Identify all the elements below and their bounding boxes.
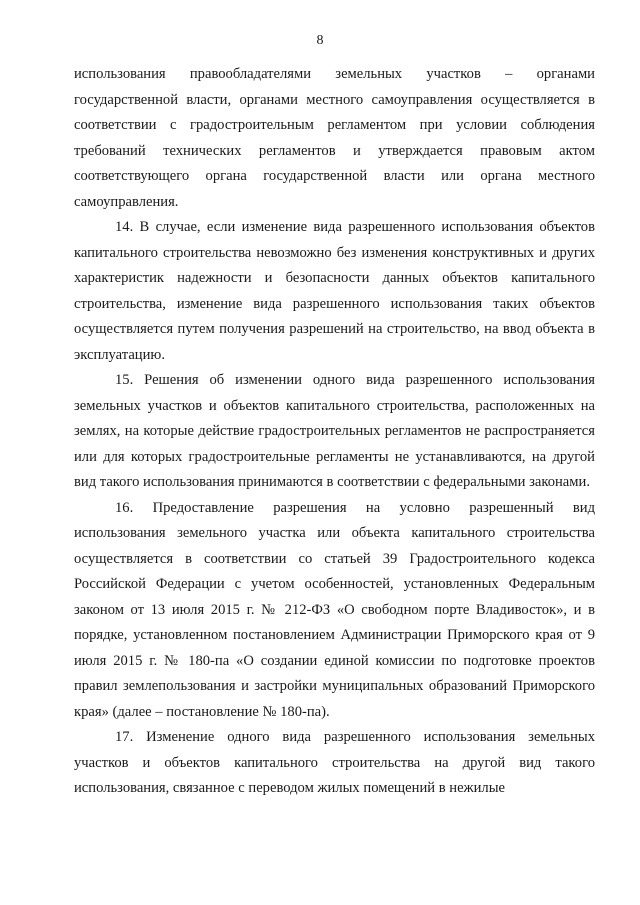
paragraph-continuation: использования правообладателями земельных участков – органами государственной власти, органами местного самоуправления осуществляется в соответствии с градостроительным регламентом при условии соблюдения требований технических регламентов и утверждается правовым актом соответствующего органа государственной власти или органа местного самоуправления. — [74, 66, 595, 210]
paragraph-14: 14. В случае, если изменение вида разрешенного использования объектов капитального строительства невозможно без изменения конструктивных и других характеристик надежности и безопасности данных объектов капитального строительства, изменение вида разрешенного использования таких объектов осуществляется путем получения разрешений на строительство, на ввод объекта в эксплуатацию. — [74, 219, 595, 363]
document-body — [74, 62, 595, 802]
paragraph-16: 16. Предоставление разрешения на условно разрешенный вид использования земельного участка или объекта капитального строительства осуществляется в соответствии со статьей 39 Градостроительного кодекса Российской Федерации с учетом особенностей, установленных Федеральным законом от 13 июля 2015 г. № 212-ФЗ «О свободном порте Владивосток», и в порядке, установленном постановлением Администрации Приморского края от 9 июля 2015 г. № 180-па «О создании единой комиссии по подготовке проектов правил землепользования и застройки муниципальных образований Приморского края» (далее – постановление № 180-па). — [74, 499, 595, 720]
paragraph-17: 17. Изменение одного вида разрешенного использования земельных участков и объектов капитального строительства на другой вид такого использования, связанное с переводом жилых помещений в нежилые — [74, 729, 595, 796]
page-number: 8 — [316, 33, 324, 48]
paragraph-15: 15. Решения об изменении одного вида разрешенного использования земельных участков и объектов капитального строительства, расположенных на землях, на которые действие градостроительных регламентов не распространяется или для которых градостроительные регламенты не устанавливаются, на другой вид такого использования принимаются в соответствии с федеральными законами. — [74, 372, 595, 490]
